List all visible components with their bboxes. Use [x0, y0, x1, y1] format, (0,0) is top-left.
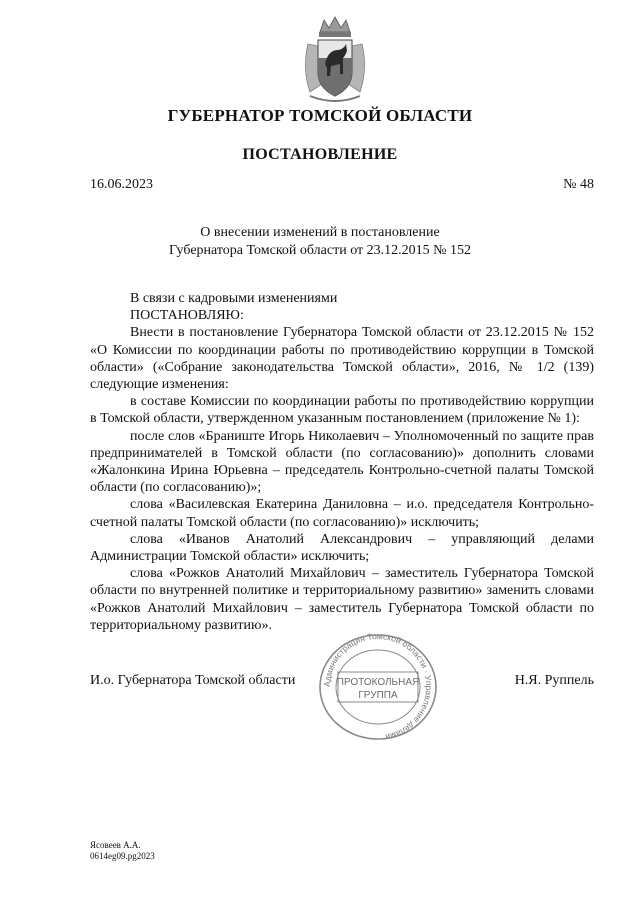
- document-number: № 48: [563, 177, 594, 192]
- document-body: [90, 290, 594, 634]
- document-type-heading: ПОСТАНОВЛЕНИЕ: [242, 146, 398, 163]
- document-footer: [90, 840, 155, 862]
- body-paragraph: слова «Рожков Анатолий Михайлович – заместитель Губернатора Томской области по внутренней политике и территориальному развитию» заменить словами «Рожков Анатолий Михайлович – заместитель Губернатора Томской области по территориальному развитию».: [90, 566, 594, 633]
- stamp-center-line: ПРОТОКОЛЬНАЯ: [336, 677, 420, 688]
- footer-file-id: 0614eg09.pg2023: [90, 851, 155, 861]
- stamp-center-line: ГРУППА: [358, 690, 398, 701]
- subject-line: О внесении изменений в постановление: [200, 225, 440, 240]
- body-paragraph: слова «Василевская Екатерина Даниловна – и.о. председателя Контрольно-счетной палаты Томской области (по согласованию)» исключить;: [90, 497, 594, 530]
- subject-line: Губернатора Томской области от 23.12.2015 № 152: [169, 243, 471, 258]
- official-stamp: [316, 632, 440, 742]
- signatory-name: Н.Я. Руппель: [514, 673, 594, 688]
- body-paragraph: после слов «Браниште Игорь Николаевич – Уполномоченный по защите прав предпринимателей в Томской области (по согласованию)» дополнить словами «Жалонкина Ирина Юрьевна – председатель Контрольно-счетной палаты Томской области (по согласованию)»;: [90, 428, 594, 496]
- body-paragraph: Внести в постановление Губернатора Томской области от 23.12.2015 № 152 «О Комиссии по координации работы по противодействию коррупции в Томской области» («Собрание законодательства Томской области», 2016, № 1/2 (139) следующие изменения:: [90, 325, 594, 393]
- coat-of-arms-emblem: [300, 14, 370, 104]
- document-date: 16.06.2023: [90, 177, 153, 192]
- body-paragraph: в составе Комиссии по координации работы по противодействию коррупции в Томской области, утвержденном указанным постановлением (приложение № 1):: [90, 394, 594, 427]
- body-paragraph: ПОСТАНОВЛЯЮ:: [130, 308, 244, 324]
- body-paragraph: слова «Иванов Анатолий Александрович – управляющий делами Администрации Томской области» исключить;: [90, 531, 594, 565]
- stamp-ring-text: Администрация Томской области · Управление делами: [321, 632, 435, 742]
- signatory-position: И.о. Губернатора Томской области: [90, 673, 296, 688]
- issuing-authority-heading: ГУБЕРНАТОР ТОМСКОЙ ОБЛАСТИ: [167, 106, 473, 125]
- body-paragraph: В связи с кадровыми изменениями: [130, 291, 338, 306]
- document-subject: [0, 224, 640, 260]
- footer-author: Ясовеев А.А.: [90, 840, 141, 850]
